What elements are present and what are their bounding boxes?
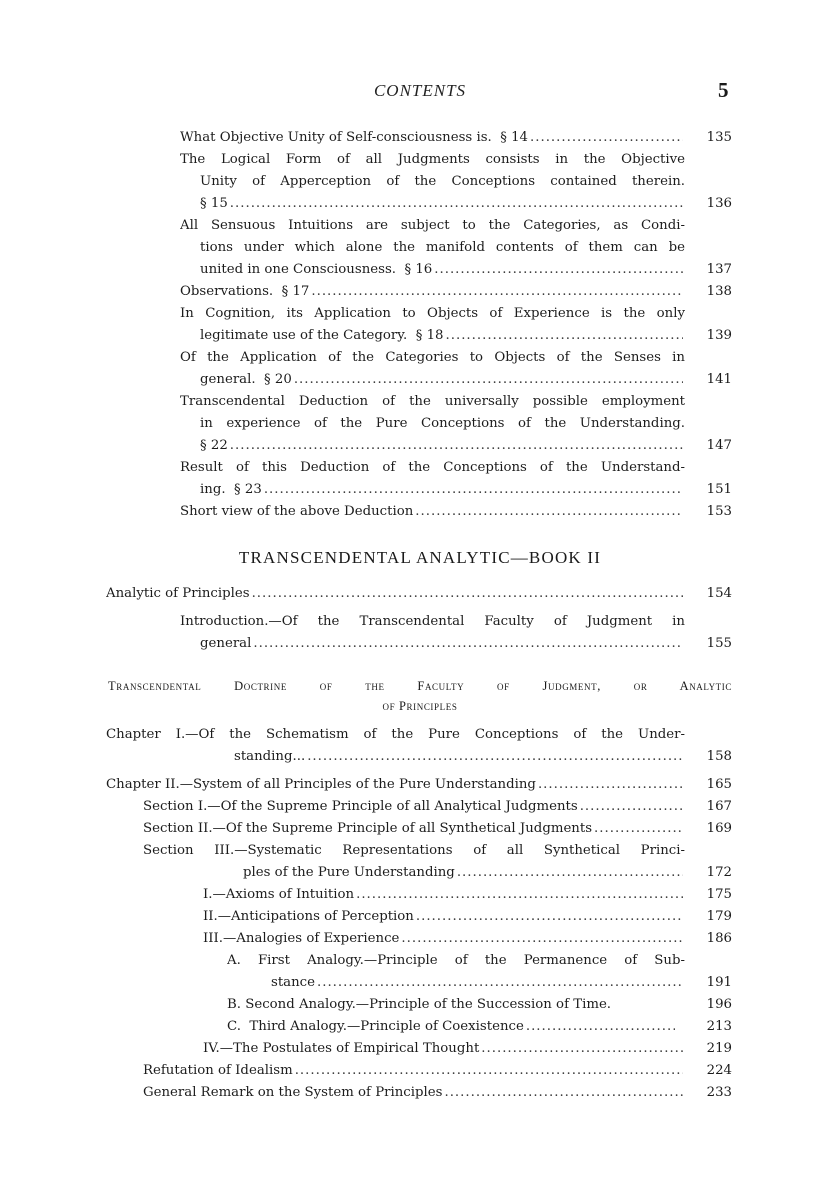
toc-entry [227,994,685,1016]
toc-entry-page: 165 [706,777,732,792]
toc-entry-text: tions under which alone the manifold contents of them can be [200,240,685,255]
toc-entry-text: C. Third Analogy.—Principle of Coexistence [227,1019,524,1034]
toc-entry [143,796,685,818]
toc-entry [227,1016,677,1038]
toc-entry-page: 213 [706,1019,732,1034]
toc-entry [143,818,685,840]
toc-entry-page: 167 [706,799,732,814]
toc-entry-page: 138 [706,284,732,299]
toc-entry-text: Result of this Deduction of the Conceptions of the Understand- [180,460,685,475]
toc-entry-page: 141 [706,372,732,387]
toc-entry-page: 154 [706,586,732,601]
toc-entry-text: § 15 [200,196,228,211]
toc-entry-text: In Cognition, its Application to Objects of Experience is the only [180,306,685,321]
toc-entry-page: 155 [706,636,732,651]
toc-entry [203,928,685,950]
toc-entry-text: Chapter II.—System of all Principles of the Pure Understanding [106,777,536,792]
toc-entry-text: Section I.—Of the Supreme Principle of all Analytical Judgments [143,799,578,814]
toc-entry-text: Observations. § 17 [180,284,310,299]
toc-entry-text: A. First Analogy.—Principle of the Permanence of Sub- [227,953,685,968]
toc-entry-text: general [200,636,252,651]
toc-entry-page: 175 [706,887,732,902]
toc-entry-text: All Sensuous Intuitions are subject to the Categories, as Condi- [180,218,685,233]
toc-entry [203,906,685,928]
toc-entry-page: 147 [706,438,732,453]
toc-entry [180,149,685,215]
toc-entry-text: united in one Consciousness. § 16 [200,262,433,277]
toc-entry [180,611,685,655]
toc-entry-page: 169 [706,821,732,836]
toc-entry-text: legitimate use of the Category. § 18 [200,328,444,343]
toc-entry-page: 196 [706,997,732,1012]
toc-entry [180,501,685,523]
toc-entry-text: ples of the Pure Understanding [243,865,455,880]
toc-entry-page: 172 [706,865,732,880]
toc-entry-page: 219 [706,1041,732,1056]
toc-entry-page: 224 [706,1063,732,1078]
toc-entry [106,774,685,796]
toc-entry-text: ing. § 23 [200,482,262,497]
toc-entry-text: Unity of Apperception of the Conceptions contained therein. [200,174,685,189]
toc-entry [180,303,685,347]
toc-entry [203,884,685,906]
toc-entry-text: Transcendental Deduction of the universally possible employment [180,394,685,409]
toc-entry-text: in experience of the Pure Conceptions of the Understanding. [200,416,685,431]
toc-entry-page: 186 [706,931,732,946]
toc-entry [180,281,685,303]
toc-entry-page: 233 [706,1085,732,1100]
toc-entry [180,347,685,391]
toc-entry-text: standing... [234,749,306,764]
toc-entry-page: 191 [706,975,732,990]
book-heading: TRANSCENDENTAL ANALYTIC—BOOK II [238,548,602,567]
running-title: CONTENTS [373,81,467,100]
toc-entry-text: III.—Analogies of Experience [203,931,400,946]
toc-entry-text: Analytic of Principles [106,586,250,601]
toc-entry-text: Of the Application of the Categories to Objects of the Senses in [180,350,685,365]
toc-entry [180,457,685,501]
toc-entry [180,127,685,149]
toc-entry-text: General Remark on the System of Principles [143,1085,443,1100]
toc-entry [180,391,685,457]
toc-entry-text: stance [271,975,315,990]
toc-entry [203,1038,685,1060]
doctrine-heading-line: Transcendental Doctrine of the Faculty of Judgment, or Analytic [108,679,732,693]
toc-entry-page: 179 [706,909,732,924]
toc-entry-text: II.—Anticipations of Perception [203,909,414,924]
toc-entry-text: The Logical Form of all Judgments consists in the Objective [180,152,685,167]
toc-entry-page: 139 [706,328,732,343]
toc-entry [143,1082,685,1104]
toc-entry [227,950,685,994]
toc-entry-page: 151 [706,482,732,497]
toc-entry-text: Refutation of Idealism [143,1063,293,1078]
toc-entry [143,840,685,884]
toc-entry [106,724,685,768]
toc-entry-text: Section II.—Of the Supreme Principle of all Synthetical Judgments [143,821,593,836]
toc-entry-page: 153 [706,504,732,519]
toc-entry-text: IV.—The Postulates of Empirical Thought [203,1041,480,1056]
toc-entry-text: B. Second Analogy.—Principle of the Succession of Time. [227,997,612,1012]
toc-entry [143,1060,685,1082]
doctrine-heading-line: of Principles [382,699,458,713]
toc-entry-page: 135 [706,130,732,145]
toc-entry-text: Introduction.—Of the Transcendental Faculty of Judgment in [180,614,685,629]
toc-entry [180,215,685,281]
toc-entry-text: Short view of the above Deduction [180,504,414,519]
toc-entry [106,583,685,605]
toc-entry-page: 158 [706,749,732,764]
page-number: 5 [718,78,729,102]
toc-entry-text: What Objective Unity of Self-consciousness is. § 14 [180,130,529,145]
toc-entry-text: I.—Axioms of Intuition [203,887,355,902]
toc-entry-page: 137 [706,262,732,277]
toc-entry-text: general. § 20 [200,372,292,387]
doctrine-heading [108,676,732,716]
toc-entry-text: § 22 [200,438,228,453]
toc-entry-text: Section III.—Systematic Representations of all Synthetical Princi- [143,843,685,858]
toc-entry-text: Chapter I.—Of the Schematism of the Pure Conceptions of the Under- [106,727,685,742]
toc-entry-page: 136 [706,196,732,211]
